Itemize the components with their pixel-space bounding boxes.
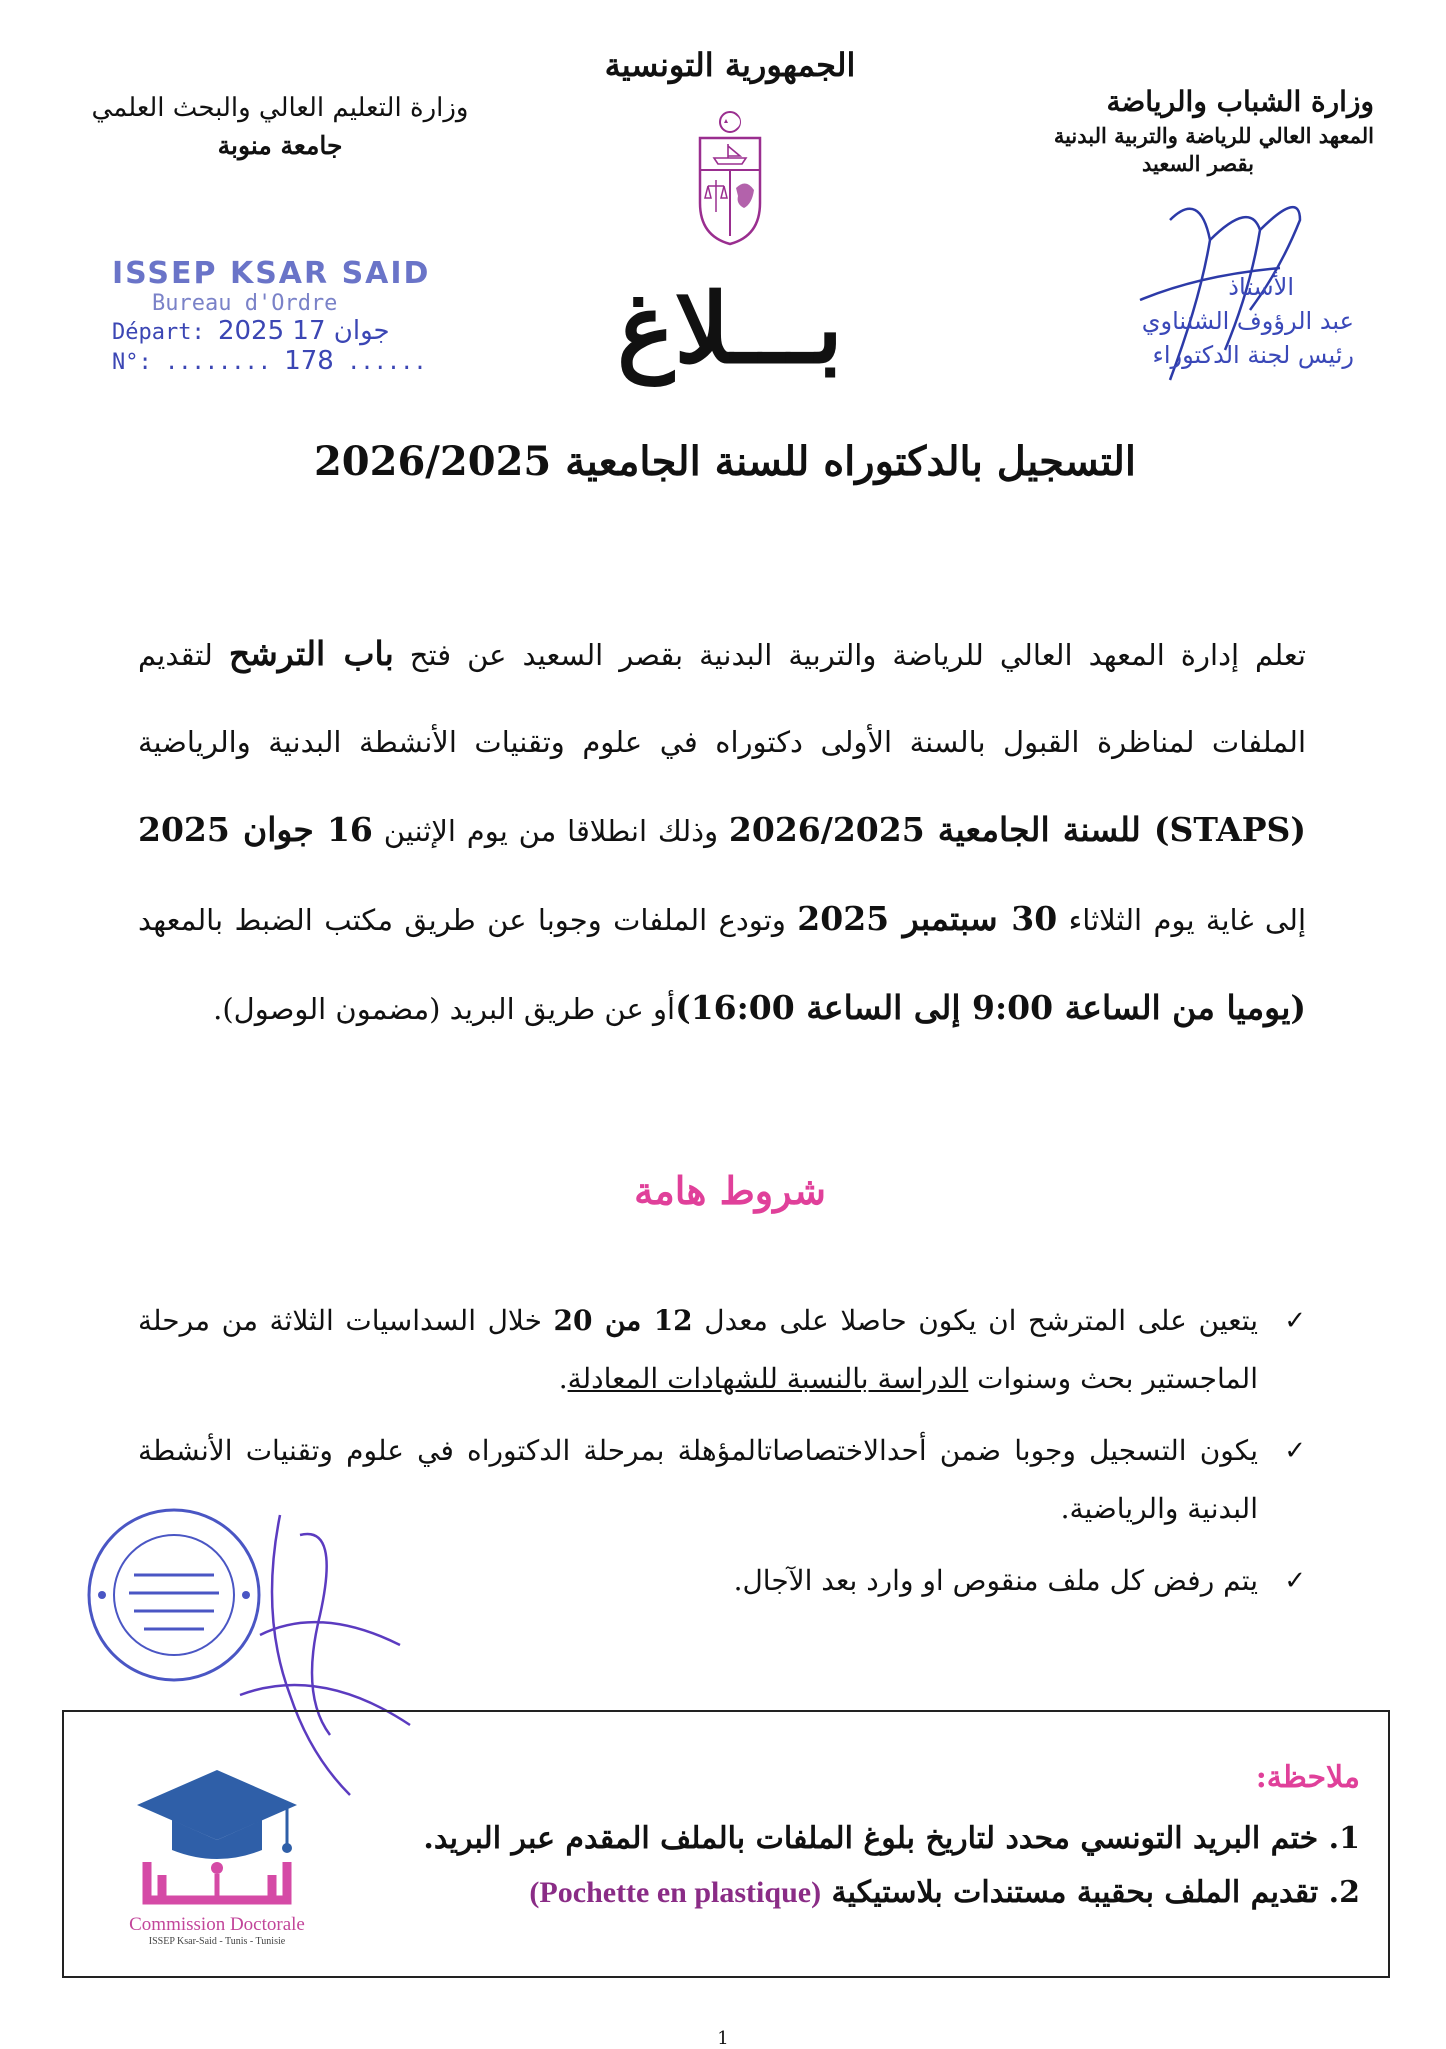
body-text-4: (STAPS) للسنة الجامعية 2026/2025 bbox=[728, 810, 1306, 849]
stamp-number: 178 bbox=[284, 346, 334, 376]
logo-name: Commission Doctorale bbox=[129, 1914, 305, 1935]
header-right-line3: بقصر السعيد bbox=[1141, 151, 1254, 176]
stamp-depart-date: 2025 جوان 17 bbox=[217, 316, 390, 346]
body-text-7: إلى غاية يوم الثلاثاء bbox=[1057, 903, 1306, 937]
checkmark-icon: ✓ bbox=[1284, 1566, 1306, 1596]
stamp-number-row: N°: ........ 178 ...... bbox=[112, 346, 427, 376]
announcement-body bbox=[138, 610, 1306, 1053]
note-list bbox=[360, 1812, 1360, 1920]
body-text-11: أو عن طريق البريد (مضمون الوصول). bbox=[213, 992, 676, 1026]
body-text-3: لتقديم الملفات لمناظرة القبول بالسنة الأولى دكتوراه في علوم وتقنيات الأنشطة البدنية والرياضية bbox=[138, 638, 1306, 759]
stamp-number-label: N°: bbox=[112, 350, 152, 375]
stamp-org: ISSEP KSAR SAID bbox=[112, 256, 431, 291]
stamp-office: Bureau d'Ordre bbox=[152, 291, 338, 316]
header-right-line1: وزارة الشباب والرياضة bbox=[1106, 85, 1374, 118]
signature-name: عبد الرؤوف الشنناوي bbox=[1141, 307, 1354, 335]
condition-item: ✓ يتم رفض كل ملف منقوص او وارد بعد الآجال. bbox=[138, 1552, 1306, 1610]
note-box bbox=[62, 1710, 1390, 1978]
page-number: 1 bbox=[717, 2028, 729, 2049]
page-title: بـــلاغ bbox=[617, 272, 843, 385]
header-left-line2: جامعة منوبة bbox=[217, 131, 343, 160]
header-republic: الجمهورية التونسية bbox=[604, 46, 856, 84]
stamp-depart-label: Départ: bbox=[112, 320, 205, 345]
note-item: 2. تقديم الملف بحقيبة مستندات بلاستيكية (Pochette en plastique) bbox=[529, 1875, 1360, 1910]
tunisia-coat-of-arms-icon bbox=[690, 108, 770, 248]
body-text-6: 16 جوان 2025 bbox=[138, 810, 373, 849]
condition-item: ✓ يتعين على المترشح ان يكون حاصلا على معدل 12 من 20 خلال السداسيات الثلاثة من مرحلة الماجستير بحث وسنوات الدراسة بالنسبة للشهادات المعادلة. bbox=[138, 1292, 1306, 1408]
checkmark-icon: ✓ bbox=[1284, 1436, 1306, 1466]
body-text-2: باب الترشح bbox=[228, 634, 394, 673]
conditions-title: شروط هامة bbox=[634, 1168, 826, 1213]
checkmark-icon: ✓ bbox=[1284, 1306, 1306, 1336]
body-text-9: وتودع الملفات وجوبا عن طريق مكتب الضبط بالمعهد bbox=[138, 903, 798, 937]
body-text-5: وذلك انطلاقا من يوم الإثنين bbox=[372, 814, 729, 848]
signature-role: رئيس لجنة الدكتوراء bbox=[1152, 341, 1354, 369]
note-item: 1. ختم البريد التونسي محدد لتاريخ بلوغ الملفات بالملف المقدم عبر البريد. bbox=[423, 1821, 1360, 1856]
commission-logo bbox=[92, 1750, 342, 1975]
body-text-1: تعلم إدارة المعهد العالي للرياضة والتربية البدنية بقصر السعيد عن فتح bbox=[393, 638, 1306, 672]
header-ministry-higher-education bbox=[70, 88, 490, 164]
stamp-depart-row bbox=[112, 316, 432, 346]
note-title: ملاحظة: bbox=[1255, 1760, 1360, 1795]
header-right-line2: المعهد العالي للرياضة والتربية البدنية bbox=[1053, 123, 1374, 148]
subject-heading: التسجيل بالدكتوراه للسنة الجامعية 2026/2025 bbox=[313, 438, 1137, 485]
body-text-10: (يوميا من الساعة 9:00 إلى الساعة 16:00) bbox=[675, 988, 1306, 1027]
header-left-line1: وزارة التعليم العالي والبحث العلمي bbox=[91, 93, 469, 123]
body-text-8: 30 سبتمبر 2025 bbox=[797, 899, 1058, 938]
condition-item: ✓ يكون التسجيل وجوبا ضمن أحدالاختصاصاتالمؤهلة بمرحلة الدكتوراه في علوم وتقنيات الأنشطة البدنية والرياضية. bbox=[138, 1422, 1306, 1538]
signature-title: الأستاذ bbox=[1228, 273, 1294, 301]
signature-stamp-text bbox=[1034, 270, 1354, 372]
header-ministry-youth-sport bbox=[914, 82, 1374, 178]
graduation-cap-icon bbox=[117, 1750, 317, 1910]
logo-subtitle: ISSEP Ksar-Said - Tunis - Tunisie bbox=[148, 1936, 286, 1947]
registry-stamp bbox=[112, 256, 432, 396]
